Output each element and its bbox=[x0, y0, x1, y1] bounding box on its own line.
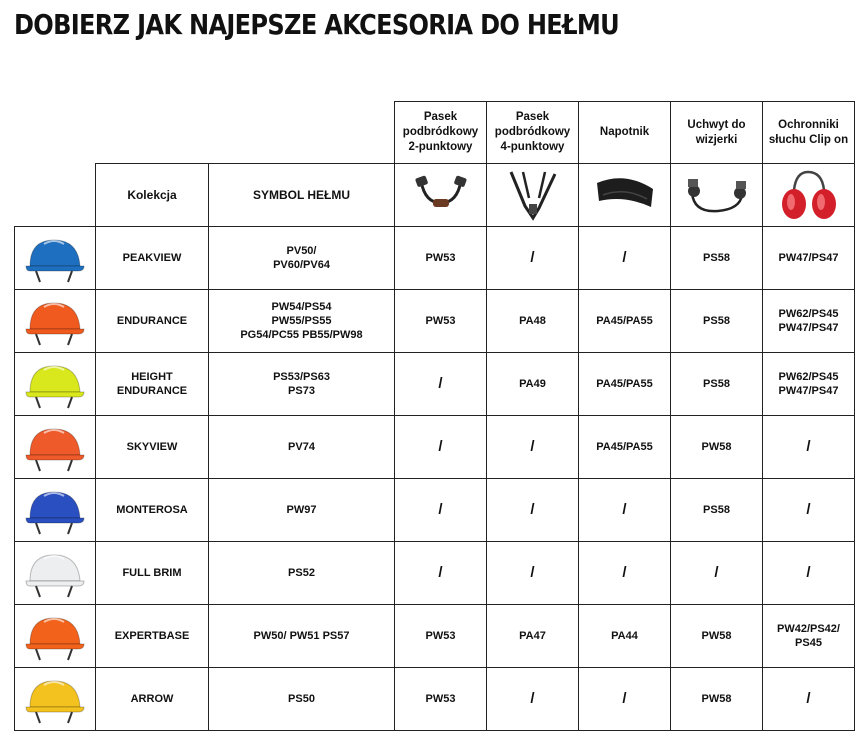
collection-cell bbox=[96, 479, 209, 542]
header-line: wizjerki bbox=[695, 133, 738, 146]
helmet-image-cell bbox=[15, 290, 96, 353]
accessory-code: PA45/PA55 bbox=[596, 441, 653, 453]
earmuffs-cell bbox=[763, 164, 855, 227]
accessory-value-cell bbox=[763, 416, 855, 479]
helmet-symbol: PV50/ bbox=[286, 245, 317, 257]
accessory-value-cell bbox=[763, 353, 855, 416]
expertbase-helmet-icon bbox=[22, 610, 88, 662]
symbol-cell bbox=[209, 290, 395, 353]
accessory-value-cell bbox=[579, 542, 671, 605]
table-row bbox=[15, 542, 855, 605]
header-line: słuchu Clip on bbox=[768, 133, 849, 146]
accessory-value-cell bbox=[487, 353, 579, 416]
helmet-symbol: PV74 bbox=[288, 441, 315, 453]
visor-holder-cell bbox=[671, 164, 763, 227]
accessory-code: / bbox=[438, 501, 443, 518]
header-line: Pasek bbox=[515, 111, 550, 123]
accessory-code: PS58 bbox=[703, 504, 730, 516]
symbol-cell bbox=[209, 605, 395, 668]
collection-cell bbox=[96, 668, 209, 731]
helmet-image-cell bbox=[15, 353, 96, 416]
accessory-code: PW53 bbox=[425, 693, 456, 705]
accessory-value-cell bbox=[487, 416, 579, 479]
accessory-code: PW42/PS42/ bbox=[777, 623, 840, 635]
header-accessory-3 bbox=[671, 102, 763, 164]
header-accessory-4 bbox=[763, 102, 855, 164]
accessory-code: PA44 bbox=[611, 630, 638, 642]
sweatband-cell bbox=[579, 164, 671, 227]
table-row bbox=[15, 290, 855, 353]
collection-name: ENDURANCE bbox=[116, 315, 188, 327]
accessory-code: PA49 bbox=[519, 378, 546, 390]
chin-strap-2point-icon bbox=[411, 173, 471, 217]
accessory-value-cell bbox=[763, 227, 855, 290]
accessory-code: / bbox=[530, 438, 535, 455]
accessory-code: PA45/PA55 bbox=[596, 315, 653, 327]
collection-cell bbox=[96, 290, 209, 353]
helmet-symbol: PW54/PS54 bbox=[271, 301, 332, 313]
accessory-value-cell bbox=[487, 227, 579, 290]
accessory-code: PW58 bbox=[701, 630, 732, 642]
accessory-code: / bbox=[530, 249, 535, 266]
collection-cell bbox=[96, 353, 209, 416]
accessory-value-cell bbox=[671, 416, 763, 479]
accessory-code: PA48 bbox=[519, 315, 546, 327]
accessory-code: / bbox=[622, 249, 627, 266]
helmet-symbol: PS53/PS63 bbox=[273, 371, 330, 383]
accessory-code: / bbox=[622, 690, 627, 707]
chin-strap-4point-cell bbox=[487, 164, 579, 227]
accessory-value-cell bbox=[395, 353, 487, 416]
accessory-code: PW47/PS47 bbox=[778, 322, 839, 334]
chin-strap-2point-cell bbox=[395, 164, 487, 227]
helmet-symbol: PV60/PV64 bbox=[273, 259, 330, 271]
accessory-code: / bbox=[622, 564, 627, 581]
accessory-value-cell bbox=[671, 290, 763, 353]
empty-image-header bbox=[15, 164, 96, 227]
accessory-value-cell bbox=[579, 290, 671, 353]
accessory-value-cell bbox=[579, 605, 671, 668]
sweatband-icon bbox=[593, 173, 657, 217]
accessory-value-cell bbox=[671, 353, 763, 416]
accessory-code: / bbox=[806, 438, 811, 455]
header-accessory-2 bbox=[579, 102, 671, 164]
table-row bbox=[15, 479, 855, 542]
symbol-cell bbox=[209, 542, 395, 605]
helmet-image-cell bbox=[15, 542, 96, 605]
accessory-code: PA47 bbox=[519, 630, 546, 642]
full-brim-helmet-icon bbox=[22, 547, 88, 599]
height-endurance-helmet-icon bbox=[22, 358, 88, 410]
table-row bbox=[15, 353, 855, 416]
collection-name: HEIGHT bbox=[131, 371, 173, 383]
accessory-code: / bbox=[806, 564, 811, 581]
accessory-code: / bbox=[530, 501, 535, 518]
accessory-code: / bbox=[438, 564, 443, 581]
header-line: Uchwyt do bbox=[687, 118, 746, 131]
accessory-value-cell bbox=[487, 668, 579, 731]
accessory-value-cell bbox=[395, 416, 487, 479]
header-line: podbródkowy bbox=[494, 126, 571, 138]
symbol-cell bbox=[209, 227, 395, 290]
table-row bbox=[15, 416, 855, 479]
table-row bbox=[15, 227, 855, 290]
collection-cell bbox=[96, 227, 209, 290]
accessory-value-cell bbox=[487, 479, 579, 542]
visor-holder-icon bbox=[684, 173, 750, 217]
accessory-code: / bbox=[438, 438, 443, 455]
peakview-helmet-icon bbox=[22, 232, 88, 284]
collection-cell bbox=[96, 542, 209, 605]
accessory-code: / bbox=[438, 375, 443, 392]
accessory-value-cell bbox=[763, 668, 855, 731]
accessory-value-cell bbox=[579, 479, 671, 542]
header-accessory-0 bbox=[395, 102, 487, 164]
helmet-symbol: PW50/ PW51 PS57 bbox=[253, 630, 350, 642]
accessory-value-cell bbox=[671, 668, 763, 731]
collection-name: EXPERTBASE bbox=[114, 630, 190, 642]
accessory-value-cell bbox=[671, 605, 763, 668]
symbol-cell bbox=[209, 353, 395, 416]
accessory-value-cell bbox=[395, 227, 487, 290]
skyview-helmet-icon bbox=[22, 421, 88, 473]
chin-strap-4point-icon bbox=[503, 168, 563, 222]
header-line: 2-punktowy bbox=[408, 141, 473, 153]
helmet-image-cell bbox=[15, 416, 96, 479]
accessory-code: PW58 bbox=[701, 441, 732, 453]
header-symbol: SYMBOL HEŁMU bbox=[209, 164, 395, 227]
header-line: Napotnik bbox=[599, 126, 650, 138]
header-accessory-1 bbox=[487, 102, 579, 164]
accessory-value-cell bbox=[395, 668, 487, 731]
collection-name: ENDURANCE bbox=[116, 385, 188, 397]
header-line: Ochronniki bbox=[778, 118, 839, 131]
helmet-symbol: PS73 bbox=[288, 385, 315, 397]
empty-corner bbox=[15, 102, 395, 164]
accessory-code: PW53 bbox=[425, 315, 456, 327]
accessory-value-cell bbox=[395, 290, 487, 353]
helmet-image-cell bbox=[15, 479, 96, 542]
accessory-code: / bbox=[530, 690, 535, 707]
collection-cell bbox=[96, 605, 209, 668]
accessory-code: PA45/PA55 bbox=[596, 378, 653, 390]
accessory-value-cell bbox=[579, 416, 671, 479]
accessory-value-cell bbox=[671, 542, 763, 605]
collection-cell bbox=[96, 416, 209, 479]
accessory-value-cell bbox=[395, 605, 487, 668]
accessory-code: PW53 bbox=[425, 630, 456, 642]
collection-name: SKYVIEW bbox=[126, 441, 178, 453]
accessory-value-cell bbox=[487, 542, 579, 605]
earmuffs-icon bbox=[778, 168, 840, 222]
accessory-code: PS58 bbox=[703, 315, 730, 327]
accessory-value-cell bbox=[579, 353, 671, 416]
accessory-code: PW62/PS45 bbox=[778, 308, 839, 320]
accessory-code: PW58 bbox=[701, 693, 732, 705]
accessory-code: PW62/PS45 bbox=[778, 371, 839, 383]
accessory-code: / bbox=[714, 564, 719, 581]
accessory-value-cell bbox=[487, 290, 579, 353]
helmet-symbol: PW55/PS55 bbox=[271, 315, 332, 327]
helmet-image-cell bbox=[15, 227, 96, 290]
accessory-value-cell bbox=[763, 290, 855, 353]
accessory-code: PS58 bbox=[703, 252, 730, 264]
helmet-symbol: PW97 bbox=[286, 504, 317, 516]
accessory-code: PW47/PS47 bbox=[778, 252, 839, 264]
accessory-value-cell bbox=[763, 542, 855, 605]
accessory-code: / bbox=[622, 501, 627, 518]
header-line: podbródkowy bbox=[402, 126, 479, 138]
endurance-helmet-icon bbox=[22, 295, 88, 347]
accessory-value-cell bbox=[671, 479, 763, 542]
accessory-code: PW53 bbox=[425, 252, 456, 264]
accessory-code: / bbox=[530, 564, 535, 581]
collection-name: ARROW bbox=[130, 693, 174, 705]
helmet-symbol: PS52 bbox=[288, 567, 315, 579]
helmet-symbol: PG54/PC55 PB55/PW98 bbox=[240, 329, 363, 341]
helmet-symbol: PS50 bbox=[288, 693, 315, 705]
symbol-cell bbox=[209, 668, 395, 731]
table-row bbox=[15, 605, 855, 668]
header-collection: Kolekcja bbox=[96, 164, 209, 227]
collection-name: FULL BRIM bbox=[122, 567, 182, 579]
collection-name: MONTEROSA bbox=[116, 504, 188, 516]
symbol-cell bbox=[209, 416, 395, 479]
accessory-value-cell bbox=[579, 227, 671, 290]
helmet-image-cell bbox=[15, 668, 96, 731]
accessory-code: PW47/PS47 bbox=[778, 385, 839, 397]
accessories-table bbox=[14, 101, 855, 731]
monterosa-helmet-icon bbox=[22, 484, 88, 536]
page-title: DOBIERZ JAK NAJEPSZE AKCESORIA DO HEŁMU bbox=[14, 8, 619, 41]
header-line: 4-punktowy bbox=[500, 141, 565, 153]
accessory-value-cell bbox=[395, 542, 487, 605]
accessory-value-cell bbox=[579, 668, 671, 731]
accessory-value-cell bbox=[671, 227, 763, 290]
table-row bbox=[15, 668, 855, 731]
collection-name: PEAKVIEW bbox=[122, 252, 182, 264]
accessory-value-cell bbox=[763, 479, 855, 542]
helmet-image-cell bbox=[15, 605, 96, 668]
column-header-row bbox=[15, 164, 855, 227]
accessory-value-cell bbox=[395, 479, 487, 542]
arrow-helmet-icon bbox=[22, 673, 88, 725]
symbol-cell bbox=[209, 479, 395, 542]
accessory-code: PS45 bbox=[795, 637, 822, 649]
accessory-code: / bbox=[806, 690, 811, 707]
header-line: Pasek bbox=[423, 111, 458, 123]
accessory-names-row bbox=[15, 102, 855, 164]
accessory-value-cell bbox=[487, 605, 579, 668]
accessory-code: PS58 bbox=[703, 378, 730, 390]
accessory-code: / bbox=[806, 501, 811, 518]
accessory-value-cell bbox=[763, 605, 855, 668]
